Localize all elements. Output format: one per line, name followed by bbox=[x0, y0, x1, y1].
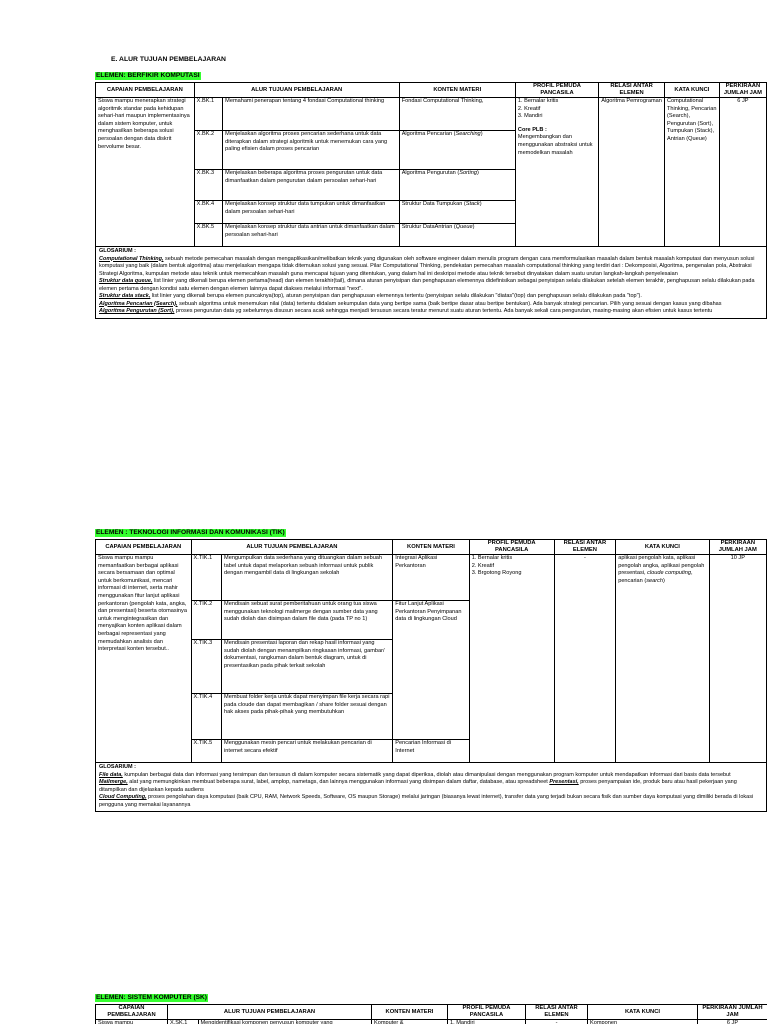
glosarium-term: File data, bbox=[99, 771, 123, 778]
element-label-bk: ELEMEN: BERFIKIR KOMPUTASI bbox=[96, 72, 200, 79]
konten-cell: Integrasi Aplikasi Perkantoran bbox=[393, 555, 469, 601]
konten-cell: Fitur Lanjut Aplikasi Perkantoran Penyimpanan data di lingkungan Cloud bbox=[393, 601, 469, 740]
col-header: KATA KUNCI bbox=[665, 83, 720, 98]
kata-kunci-em: search bbox=[646, 577, 663, 584]
col-header: PROFIL PEMUDA PANCASILA bbox=[469, 540, 554, 555]
konten-cell bbox=[399, 201, 515, 224]
atp-text: Menjelaskan konsep struktur data tumpukan untuk dimanfaatkan dalam persoalan sehari-hari bbox=[225, 201, 386, 215]
glosarium-entry bbox=[99, 256, 763, 271]
konten-end: ) bbox=[476, 170, 479, 176]
glosarium-term: Mailmerge, bbox=[99, 779, 128, 785]
section-heading: E. ALUR TUJUAN PEMBELAJARAN bbox=[111, 56, 226, 63]
capaian-cell: Siswa mampu menerapkan strategi algoritmik standar pada kehidupan sehari-hari maupun implementasinya dalam sistem komputer, untuk menghasilkan beberapa solusi persoalan dengan data diskrit bervolume besar. bbox=[96, 98, 195, 247]
glosarium-text: sebuah algoritma untuk menemukan nilai (data) tertentu didalam sekumpulan data yang bertipe sama (baik bertipe dasar atau bertipe bentukan). Ada banyak strategi pencarian. Pilih yang sesuai dengan kasus yang dibahas bbox=[177, 300, 722, 307]
glosarium-term: Struktur data queue, bbox=[99, 278, 153, 284]
glosarium-term: Computational Thinking, bbox=[99, 255, 164, 262]
glosarium-text: list linier yang dikenali berupa elemen puncaknya(top), aturan penyisipan dan penghapusan elemennya tertentu (penyisipan selalu dilakukan "diatas"(top) dan penghapusan selalu dilakukan pada "top"). bbox=[150, 293, 642, 299]
atp-text: Membuat folder kerja untuk dapat menyimpan file kerja secara rapi pada cloude dan dapat membagikan / share folder sesuai dengan hak akses pada pihak-pihak yang membutuhkan bbox=[224, 694, 390, 716]
atp-cell bbox=[191, 740, 393, 763]
section-sistem-komputer bbox=[95, 986, 767, 1024]
atp-code: X.TIK.2 bbox=[192, 601, 222, 639]
table-row bbox=[96, 555, 767, 601]
col-header: ALUR TUJUAN PEMBELAJARAN bbox=[168, 1005, 372, 1020]
kata-kunci-cell bbox=[616, 555, 709, 763]
col-header: KONTEN MATERI bbox=[393, 540, 469, 555]
konten-cell: Fondasi Computational Thinking, bbox=[399, 98, 515, 131]
atp-code: X.BK.5 bbox=[195, 224, 223, 246]
section-berfikir-komputasi bbox=[95, 56, 767, 319]
atp-text: Menjelaskan algoritma proses pencarian sederhana untuk data diterapkan dalam strategi algoritmik untuk menemukan cara yang paling efisien dalam proses pencarian bbox=[225, 131, 388, 153]
konten-text: Algoritma Pengurutan ( bbox=[401, 170, 460, 176]
atp-cell bbox=[194, 98, 399, 131]
col-header: KONTEN MATERI bbox=[372, 1005, 448, 1020]
konten-cell bbox=[399, 170, 515, 201]
atp-cell bbox=[191, 694, 393, 740]
konten-cell: Komputer & bbox=[372, 1020, 448, 1024]
col-header: PROFIL PEMUDA PANCASILA bbox=[448, 1005, 526, 1020]
col-header: ALUR TUJUAN PEMBELAJARAN bbox=[194, 83, 399, 98]
atp-text: Menjelaskan beberapa algoritma proses pengurutan untuk data dimanfaatkan dalam pengurutan dalam persoalan sehari-hari bbox=[225, 170, 383, 184]
kata-kunci-em: cloude computing bbox=[647, 570, 691, 577]
kata-kunci-cell: Computational Thinking, Pencarian (Search), Pengurutan (Sort), Tumpukan (Stack), Antrian (Queue) bbox=[665, 98, 720, 247]
atp-text: Memahami penerapan tentang 4 fondasi Computational thinking bbox=[225, 98, 385, 104]
glosarium-entry bbox=[99, 293, 763, 301]
atp-code: X.BK.1 bbox=[195, 98, 223, 130]
konten-text: Struktur DataAntrian ( bbox=[401, 224, 456, 230]
relasi-cell: Algoritma Pemrograman bbox=[599, 98, 665, 247]
atp-cell bbox=[168, 1020, 372, 1024]
atp-text: Mengidentifikasi komponen penyusun komputer yang bbox=[200, 1020, 333, 1024]
konten-text: Struktur Data Tumpukan ( bbox=[401, 201, 466, 207]
glosarium-entry bbox=[99, 779, 763, 794]
glosarium-entry bbox=[99, 794, 763, 809]
konten-em: Searching bbox=[455, 131, 481, 137]
glosarium-text: proses pengurutan data yg sebelumnya disusun secara acak sehingga menjadi tersusun secara teratur menurut suatu aturan tertentu. Ada banyak sekali cara pengurutan, masing-masing akan efisien untuk kasus tertentu bbox=[174, 308, 713, 314]
section-tik bbox=[95, 521, 767, 812]
glosarium-heading: GLOSARIUM : bbox=[99, 248, 136, 254]
glosarium-text: alat yang memungkinkan membuat beberapa surat, label, amplop, nametags, dan lainnya menggunakan informasi yang disimpan dalam daftar, database, atau spreadsheet bbox=[127, 779, 550, 785]
jam-cell: 10 JP bbox=[709, 555, 766, 763]
konten-end: ) bbox=[472, 224, 475, 230]
profil-item: 3. Brgotong Royong bbox=[471, 570, 522, 577]
glosarium-text: kumpulan berbagai data dan informasi yang tersimpan dan tersusun di dalam komputer secara sistematik yang dapat diperiksa, diolah atau dimanipulasi dengan menggunakan program komputer untuk mendapatkan informasi dari basis data tersebut bbox=[122, 771, 731, 778]
jam-cell: 6 JP bbox=[719, 98, 766, 247]
glosarium-term: Algoritma Pengurutan (Sort), bbox=[99, 308, 175, 314]
profil-item: 1. Bernalar kritis bbox=[471, 555, 513, 561]
table-header-row bbox=[96, 1005, 768, 1020]
kata-kunci-text: aplikasi pengolah kata, aplikasi pengolah angka, aplikasi pengolah presentasi, bbox=[618, 555, 705, 577]
relasi-cell: - bbox=[554, 555, 616, 763]
konten-text: Algoritma Pencarian ( bbox=[401, 131, 456, 137]
atp-cell bbox=[194, 201, 399, 224]
atp-text: Mengumpulkan data sederhana yang dituangkan dalam sebuah tabel untuk dapat melaporkan sebuah informasi untuk publik dengan mengambil data di lingkungan sekolah bbox=[224, 555, 383, 577]
konten-end: ) bbox=[480, 131, 483, 137]
glosarium-entry bbox=[99, 278, 763, 293]
col-header: ALUR TUJUAN PEMBELAJARAN bbox=[191, 540, 393, 555]
col-header: CAPAIAN PEMBELAJARAN bbox=[96, 83, 195, 98]
konten-cell: Pencarian Informasi di Internet bbox=[393, 740, 469, 763]
glosarium-entry bbox=[99, 772, 763, 780]
col-header: RELASI ANTAR ELEMEN bbox=[554, 540, 616, 555]
jam-cell: 6 JP bbox=[698, 1020, 768, 1024]
konten-cell bbox=[399, 224, 515, 247]
glosarium-term: Struktur data stack, bbox=[99, 293, 151, 299]
atp-code: X.BK.4 bbox=[195, 201, 223, 223]
col-header: KONTEN MATERI bbox=[399, 83, 515, 98]
relasi-cell: - bbox=[526, 1020, 588, 1024]
col-header: PERKIRAAN JUMLAH JAM bbox=[709, 540, 766, 555]
table-bk bbox=[95, 82, 767, 319]
atp-text: Menjelaskan konsep struktur data antrian untuk dimanfaatkan dalam persoalan sehari-hari bbox=[225, 224, 395, 238]
atp-code: X.TIK.1 bbox=[192, 555, 222, 600]
element-label-sk: ELEMEN: SISTEM KOMPUTER (SK) bbox=[96, 994, 207, 1001]
konten-em: Sorting bbox=[459, 170, 477, 176]
atp-cell bbox=[191, 601, 393, 640]
atp-text: Mendisain sebuat surat pemberitahuan untuk orang tua siswa menggunakan teknologi mailmerge dengan sumber data yang sudah diolah dan disimpan dalam file data (pada TP no 1) bbox=[224, 601, 378, 623]
atp-cell bbox=[194, 131, 399, 170]
glosarium-term: Algoritma Pencarian (Search), bbox=[99, 300, 178, 307]
col-header: KATA KUNCI bbox=[616, 540, 709, 555]
col-header: KATA KUNCI bbox=[588, 1005, 698, 1020]
konten-end: ) bbox=[479, 201, 482, 207]
profil-item: 3. Mandiri bbox=[517, 113, 543, 120]
atp-code: X.TIK.5 bbox=[192, 740, 222, 762]
glosarium-heading: GLOSARIUM : bbox=[99, 764, 136, 770]
atp-code: X.TIK.3 bbox=[192, 640, 222, 693]
profil-item: 2. Kreatif bbox=[471, 562, 495, 569]
glosarium-text: proses penyampaian ide, produk baru atau hasil pekerjaan yang ditampilkan dan dijelaskan kepada audiens bbox=[99, 779, 737, 793]
atp-code: X.BK.2 bbox=[195, 131, 223, 169]
atp-code: X.SK.1 bbox=[168, 1020, 198, 1024]
col-header: PERKIRAAN JUMLAH JAM bbox=[698, 1005, 768, 1020]
kata-kunci-text: , pencarian ( bbox=[618, 570, 693, 584]
atp-text: Mendisain presentasi laporan dan rekap hasil informasi yang sudah diolah dengan menampilkan ringkasan informasi, gambar/ dokumentasi, rangkuman dalam bentuk diagram, untuk di presentasikan pada pihak terkait sekolah bbox=[224, 640, 385, 669]
glosarium-cell bbox=[96, 247, 767, 319]
glosarium-term: Presentasi, bbox=[549, 779, 579, 785]
col-header: RELASI ANTAR ELEMEN bbox=[526, 1005, 588, 1020]
konten-em: Stack bbox=[465, 201, 480, 207]
konten-em: Queue bbox=[455, 224, 473, 230]
table-tik bbox=[95, 539, 767, 812]
glosarium-text: list linier yang dikenali berupa elemen pertama(head) dan elemen terakhir(tail), dimana aturan penyisipan dan penghapusan elemennya didefinisikan sebagai penyisipan selalu dilakukan setelah elemen terakhir, penghapusan selalu dilakukan pada elemen pertama dengan kondisi satu elemen dengan elemen lainnya dapat diakses melalui informasi "next". bbox=[99, 278, 755, 292]
kata-kunci-text: ) bbox=[663, 577, 665, 584]
col-header: PERKIRAAN JUMLAH JAM bbox=[719, 83, 766, 98]
glosarium-entry bbox=[99, 271, 763, 279]
capaian-cell: Siswa mampu mampu memanfaatkan berbagai aplikasi secara bersamaan dan optimal untuk berkomunikasi, mencari informasi di internet, serta mahir menggunakan fitur lanjut aplikasi perkantoran (pengolah kata, angka, dan presentasi) beserta otomasinya untuk mengintegrasikan dan menyajikan konten aplikasi dalam berbagai representasi yang memudahkan analisis dan interpretasi konten tersebut.. bbox=[96, 555, 192, 763]
capaian-cell: Siswa mampu bbox=[96, 1020, 168, 1024]
table-header-row bbox=[96, 540, 767, 555]
element-label-tik: ELEMEN : TEKNOLOGI INFORMASI DAN KOMUNIKASI (TIK) bbox=[96, 529, 285, 536]
table-row bbox=[96, 1020, 768, 1024]
glosarium-text: Strategi Algoritma, kumpulan metode atau teknik untuk memecahkan masalah guna mencapai tujuan yang ditentukan, yang dalam hal ini deskripsi metode atau teknik tersebut dinyatakan dalam suatu urutan langkah-langkah penyelesaian bbox=[99, 270, 678, 277]
glosarium-term: Cloud Computing, bbox=[99, 794, 147, 800]
glosarium-row bbox=[96, 247, 767, 319]
profil-cell: 1. Mandiri bbox=[448, 1020, 526, 1024]
atp-cell bbox=[191, 555, 393, 601]
glosarium-row bbox=[96, 763, 767, 812]
table-row bbox=[96, 98, 767, 131]
profil-cell bbox=[515, 98, 598, 247]
atp-text: Menggunakan mesin pencari untuk melakukan pencarian di internet secara efektif bbox=[224, 740, 372, 754]
profil-item: 1. Bernalar kritis bbox=[517, 98, 559, 104]
glosarium-text: proses pengolahan daya komputasi (baik CPU, RAM, Network Speeds, Software, OS maupun Storage) melalui jaringan (biasanya lewat internet), transfer data yang terjadi bukan secara fisik dan sumber daya komputasi yang dimiliki berada di lokasi pengguna yang memakai layanannya bbox=[99, 794, 754, 808]
col-header: CAPAIAN PEMBELAJARAN bbox=[96, 1005, 168, 1020]
table-header-row bbox=[96, 83, 767, 98]
atp-cell bbox=[191, 640, 393, 694]
atp-code: X.TIK.4 bbox=[192, 694, 222, 739]
core-plb-text: Mengembangkan dan menggunakan abstraksi untuk memodelkan masalah bbox=[517, 134, 593, 156]
table-sk bbox=[95, 1004, 767, 1024]
profil-cell bbox=[469, 555, 554, 763]
col-header: RELASI ANTAR ELEMEN bbox=[599, 83, 665, 98]
glosarium-entry bbox=[99, 301, 763, 309]
core-plb-label: Core PLB : bbox=[517, 126, 547, 133]
glosarium-text: sebuah metode pemecahan masalah dengan mengaplikasikan/melibatkan teknik yang digunakan oleh software engineer dalam menulis program dengan cara memformulasikan masalah dalam bentuk masalah komputasi dan menyusun solusi komputasi yang baik (dalam bentuk algoritma) atau menjelaskan mengapa tidak ditemukan solusi yang sesuai. Pilar Computational Thinking, pendekatan pemecahan masalah computational thinking yang terdiri dari : Dekomposisi, Algoritma, pengenalan pola, Abstraksi bbox=[99, 255, 755, 269]
col-header: CAPAIAN PEMBELAJARAN bbox=[96, 540, 192, 555]
col-header: PROFIL PEMUDA PANCASILA bbox=[515, 83, 598, 98]
atp-code: X.BK.3 bbox=[195, 170, 223, 200]
atp-cell bbox=[194, 224, 399, 247]
konten-cell bbox=[399, 131, 515, 170]
kata-kunci-cell: Komponen bbox=[588, 1020, 698, 1024]
glosarium-cell bbox=[96, 763, 767, 812]
profil-item: 2. Kreatif bbox=[517, 105, 541, 112]
glosarium-entry bbox=[99, 308, 763, 316]
atp-cell bbox=[194, 170, 399, 201]
